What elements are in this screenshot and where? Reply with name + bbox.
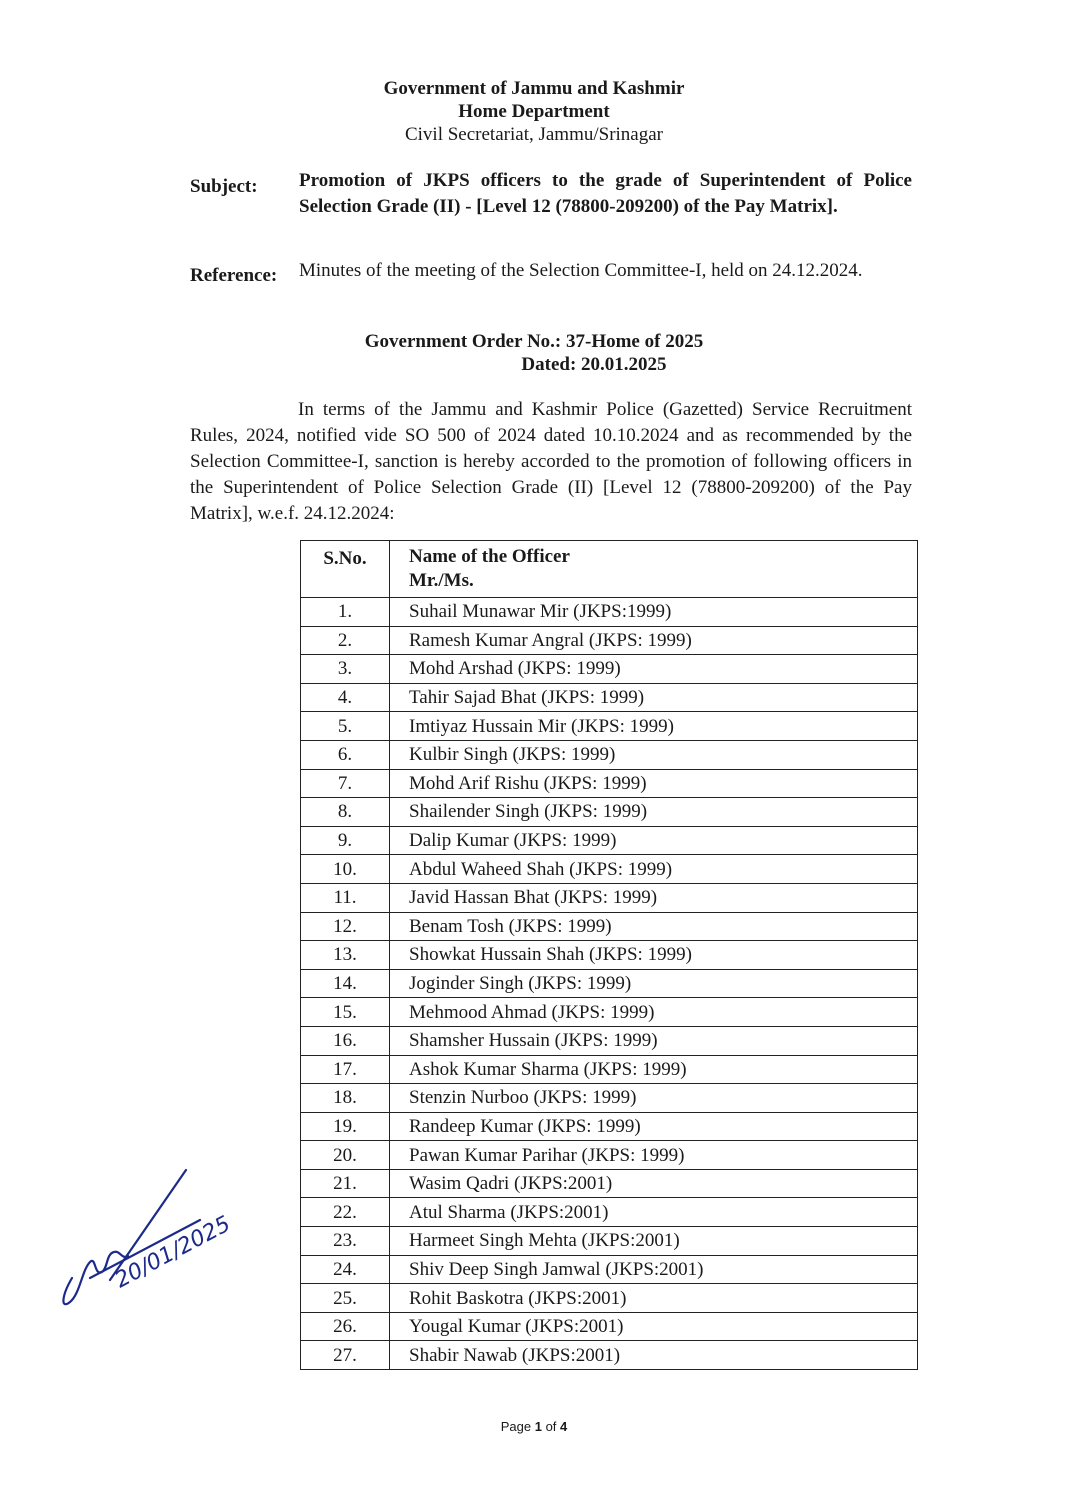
page-number: 1 xyxy=(534,1419,542,1434)
table-row xyxy=(301,826,918,855)
row-sno: 4. xyxy=(301,683,390,712)
table-row xyxy=(301,1198,918,1227)
row-officer-name: Shamsher Hussain (JKPS: 1999) xyxy=(390,1026,918,1055)
table-row xyxy=(301,1141,918,1170)
row-officer-name: Javid Hassan Bhat (JKPS: 1999) xyxy=(390,883,918,912)
row-officer-name: Mohd Arif Rishu (JKPS: 1999) xyxy=(390,769,918,798)
table-row xyxy=(301,1255,918,1284)
row-officer-name: Abdul Waheed Shah (JKPS: 1999) xyxy=(390,855,918,884)
row-officer-name: Showkat Hussain Shah (JKPS: 1999) xyxy=(390,941,918,970)
page-footer xyxy=(0,1419,1068,1434)
table-row xyxy=(301,1055,918,1084)
officers-table-body xyxy=(301,598,918,1370)
row-officer-name: Benam Tosh (JKPS: 1999) xyxy=(390,912,918,941)
reference-text: Minutes of the meeting of the Selection Committee-I, held on 24.12.2024. xyxy=(299,260,863,281)
officers-table xyxy=(300,540,918,1370)
row-officer-name: Dalip Kumar (JKPS: 1999) xyxy=(390,826,918,855)
table-row xyxy=(301,1026,918,1055)
page-word: Page xyxy=(500,1419,532,1434)
table-row xyxy=(301,1169,918,1198)
row-sno: 26. xyxy=(301,1312,390,1341)
row-sno: 11. xyxy=(301,883,390,912)
row-officer-name: Shabir Nawab (JKPS:2001) xyxy=(390,1341,918,1370)
column-header-name xyxy=(390,541,918,598)
row-sno: 18. xyxy=(301,1084,390,1113)
row-officer-name: Joginder Singh (JKPS: 1999) xyxy=(390,969,918,998)
table-row xyxy=(301,769,918,798)
table-row xyxy=(301,655,918,684)
table-row xyxy=(301,1112,918,1141)
row-officer-name: Shailender Singh (JKPS: 1999) xyxy=(390,798,918,827)
row-sno: 12. xyxy=(301,912,390,941)
row-officer-name: Imtiyaz Hussain Mir (JKPS: 1999) xyxy=(390,712,918,741)
government-title: Government of Jammu and Kashmir xyxy=(383,78,685,99)
table-row xyxy=(301,598,918,627)
row-sno: 14. xyxy=(301,969,390,998)
reference-label: Reference: xyxy=(190,265,278,286)
row-officer-name: Atul Sharma (JKPS:2001) xyxy=(390,1198,918,1227)
row-officer-name: Mohd Arshad (JKPS: 1999) xyxy=(390,655,918,684)
row-officer-name: Yougal Kumar (JKPS:2001) xyxy=(390,1312,918,1341)
table-header-row xyxy=(301,541,918,598)
row-officer-name: Harmeet Singh Mehta (JKPS:2001) xyxy=(390,1227,918,1256)
row-sno: 13. xyxy=(301,941,390,970)
row-sno: 3. xyxy=(301,655,390,684)
row-officer-name: Shiv Deep Singh Jamwal (JKPS:2001) xyxy=(390,1255,918,1284)
office-address: Civil Secretariat, Jammu/Srinagar xyxy=(404,124,663,145)
row-sno: 1. xyxy=(301,598,390,627)
row-sno: 25. xyxy=(301,1284,390,1313)
row-officer-name: Pawan Kumar Parihar (JKPS: 1999) xyxy=(390,1141,918,1170)
row-sno: 24. xyxy=(301,1255,390,1284)
table-row xyxy=(301,740,918,769)
row-sno: 10. xyxy=(301,855,390,884)
of-word: of xyxy=(545,1419,557,1434)
row-sno: 15. xyxy=(301,998,390,1027)
table-row xyxy=(301,883,918,912)
table-row xyxy=(301,941,918,970)
row-officer-name: Mehmood Ahmad (JKPS: 1999) xyxy=(390,998,918,1027)
department-title: Home Department xyxy=(458,101,610,122)
order-body-paragraph: In terms of the Jammu and Kashmir Police (Gazetted) Service Recruitment Rules, 2024, notified vide SO 500 of 2024 dated 10.10.2024 and as recommended by the Selection Committee-I, sanction is hereby accorded to the promotion of following officers in the Superintendent of Police Selection Grade (II) [Level 12 (78800-209200) of the Pay Matrix], w.e.f. 24.12.2024: xyxy=(190,399,912,524)
row-officer-name: Kulbir Singh (JKPS: 1999) xyxy=(390,740,918,769)
row-officer-name: Ashok Kumar Sharma (JKPS: 1999) xyxy=(390,1055,918,1084)
row-sno: 5. xyxy=(301,712,390,741)
column-header-sno: S.No. xyxy=(301,541,390,598)
table-row xyxy=(301,1227,918,1256)
order-date: Dated: 20.01.2025 xyxy=(521,354,667,375)
column-header-name-line2: Mr./Ms. xyxy=(409,570,474,591)
handwritten-date: 20/01/2025 xyxy=(111,1211,235,1294)
table-row xyxy=(301,626,918,655)
row-sno: 22. xyxy=(301,1198,390,1227)
row-sno: 27. xyxy=(301,1341,390,1370)
table-row xyxy=(301,855,918,884)
row-sno: 21. xyxy=(301,1169,390,1198)
row-sno: 9. xyxy=(301,826,390,855)
table-row xyxy=(301,1284,918,1313)
row-sno: 7. xyxy=(301,769,390,798)
row-sno: 17. xyxy=(301,1055,390,1084)
row-officer-name: Rohit Baskotra (JKPS:2001) xyxy=(390,1284,918,1313)
row-officer-name: Wasim Qadri (JKPS:2001) xyxy=(390,1169,918,1198)
table-row xyxy=(301,683,918,712)
subject-label: Subject: xyxy=(190,176,258,197)
row-sno: 19. xyxy=(301,1112,390,1141)
order-number: Government Order No.: 37-Home of 2025 xyxy=(364,331,704,352)
page-total: 4 xyxy=(560,1419,568,1434)
row-sno: 6. xyxy=(301,740,390,769)
row-sno: 20. xyxy=(301,1141,390,1170)
table-row xyxy=(301,998,918,1027)
table-row xyxy=(301,1312,918,1341)
row-sno: 16. xyxy=(301,1026,390,1055)
row-officer-name: Ramesh Kumar Angral (JKPS: 1999) xyxy=(390,626,918,655)
row-officer-name: Stenzin Nurboo (JKPS: 1999) xyxy=(390,1084,918,1113)
table-row xyxy=(301,912,918,941)
row-sno: 8. xyxy=(301,798,390,827)
table-row xyxy=(301,712,918,741)
table-row xyxy=(301,1341,918,1370)
table-row xyxy=(301,1084,918,1113)
row-officer-name: Suhail Munawar Mir (JKPS:1999) xyxy=(390,598,918,627)
row-sno: 23. xyxy=(301,1227,390,1256)
column-header-name-line1: Name of the Officer xyxy=(409,546,570,567)
table-row xyxy=(301,798,918,827)
handwritten-signature-initials xyxy=(50,1160,240,1320)
row-officer-name: Tahir Sajad Bhat (JKPS: 1999) xyxy=(390,683,918,712)
row-officer-name: Randeep Kumar (JKPS: 1999) xyxy=(390,1112,918,1141)
table-row xyxy=(301,969,918,998)
subject-text: Promotion of JKPS officers to the grade of Superintendent of Police Selection Grade (II) - [Level 12 (78800-209200) of the Pay Matrix]. xyxy=(299,170,912,217)
row-sno: 2. xyxy=(301,626,390,655)
letterhead xyxy=(0,77,1068,147)
